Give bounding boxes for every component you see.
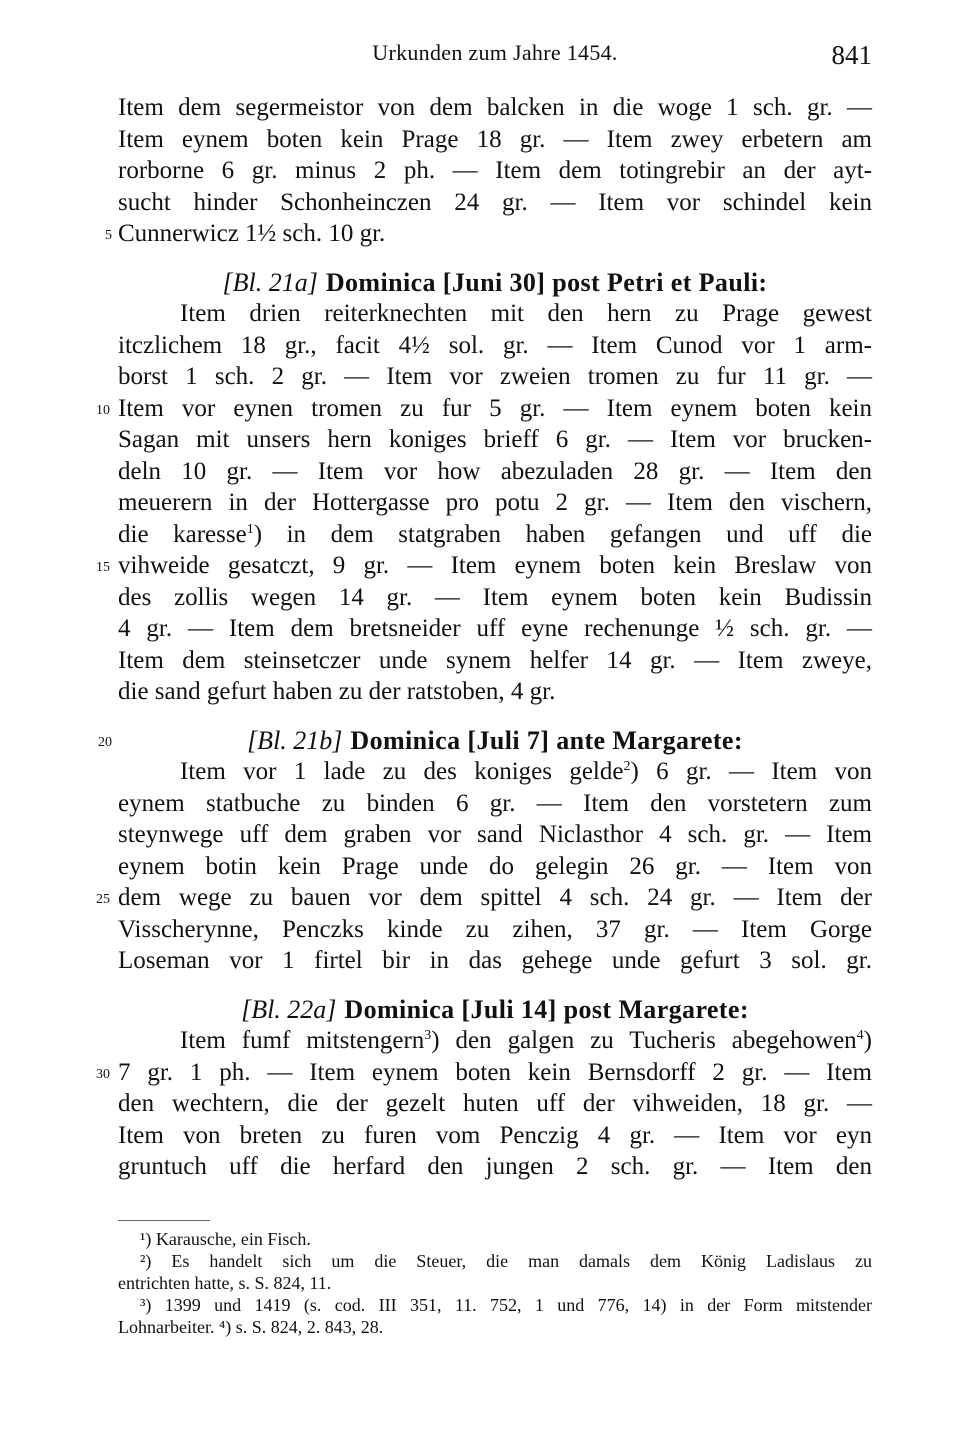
line-text: borst 1 sch. 2 gr. — Item vor zweien tromen zu fur 11 gr. — xyxy=(118,363,872,390)
line-text: 7 gr. 1 ph. — Item eynem boten kein Bernsdorff 2 gr. — Item xyxy=(118,1058,872,1086)
document-body xyxy=(96,92,872,1183)
line-text: itczlichem 18 gr., facit 4½ sol. gr. — Item Cunod vor 1 arm- xyxy=(118,331,872,359)
line-text: Item vor 1 lade zu des koniges gelde$^2$) 6 gr. — Item von xyxy=(180,758,872,785)
line-text: Sagan mit unsers hern koniges brieff 6 gr. — Item vor brucken- xyxy=(118,426,872,453)
text-line xyxy=(118,613,872,645)
section-heading xyxy=(98,725,872,757)
text-line xyxy=(105,218,872,250)
line-text: 4 gr. — Item dem bretsneider uff eyne rechenunge ½ sch. gr. — xyxy=(118,615,872,642)
line-text: eynem botin kein Prage unde do gelegin 26 gr. — Item von xyxy=(118,852,872,880)
footnote: ²) Es handelt sich um die Steuer, die man damals dem König Ladislaus zu xyxy=(140,1251,872,1271)
line-text: Cunnerwicz 1½ sch. 10 gr. xyxy=(118,220,386,247)
line-text: rorborne 6 gr. minus 2 ph. — Item dem totingrebir an der ayt- xyxy=(118,157,872,184)
line-text: die sand gefurt haben zu der ratstoben, 4 gr. xyxy=(118,678,556,705)
text-line xyxy=(118,1025,872,1057)
line-text: Item vor eynen tromen zu fur 5 gr. — Item eynem boten kein xyxy=(118,394,872,422)
text-line xyxy=(118,788,872,820)
line-text: eynem statbuche zu binden 6 gr. — Item den vorstetern zum xyxy=(118,789,872,817)
line-text: Item fumf mitstengern$^3$) den galgen zu Tucheris abegehowen$^4$) xyxy=(180,1027,872,1054)
page-number: 841 xyxy=(831,40,872,70)
folio-reference: [Bl. 22a] xyxy=(241,994,337,1024)
text-line xyxy=(118,155,872,187)
line-number: 30 xyxy=(96,1066,110,1082)
text-line xyxy=(118,756,872,788)
line-number: 15 xyxy=(96,560,110,575)
footnotes xyxy=(118,1228,872,1338)
text-line xyxy=(118,676,872,708)
line-text: Visscherynne, Penczks kinde zu zihen, 37 gr. — Item Gorge xyxy=(118,915,872,943)
line-text: deln 10 gr. — Item vor how abezuladen 28 gr. — Item den xyxy=(118,457,872,485)
section-heading xyxy=(118,267,872,299)
line-text: dem wege zu bauen vor dem spittel 4 sch. 24 gr. — Item der xyxy=(118,884,872,911)
text-line xyxy=(118,487,872,519)
running-head: Urkunden zum Jahre 1454. xyxy=(372,40,618,65)
text-line xyxy=(118,1088,872,1120)
text-line xyxy=(118,1120,872,1152)
text-line xyxy=(118,851,872,883)
text-line xyxy=(118,92,872,124)
text-line xyxy=(118,298,872,330)
text-line xyxy=(118,124,872,156)
section-title: Dominica [Juli 7] ante Margarete: xyxy=(350,725,743,755)
text-line xyxy=(118,456,872,488)
text-line xyxy=(118,519,872,551)
line-text: des zollis wegen 14 gr. — Item eynem boten kein Budissin xyxy=(118,583,872,611)
text-line xyxy=(118,945,872,977)
text-line xyxy=(118,361,872,393)
line-text: gruntuch uff die herfard den jungen 2 sch. gr. — Item den xyxy=(118,1153,872,1180)
line-text: Item dem segermeistor von dem balcken in die woge 1 sch. gr. — xyxy=(118,94,872,121)
line-text: Item eynem boten kein Prage 18 gr. — Item zwey erbetern am xyxy=(118,125,872,153)
line-text: Item dem steinsetczer unde synem helfer 14 gr. — Item zweye, xyxy=(118,646,872,674)
line-text: die karesse$^1$) in dem statgraben haben gefangen und uff die xyxy=(118,520,872,548)
section-heading xyxy=(118,994,872,1026)
line-number: 5 xyxy=(105,228,112,243)
text-line xyxy=(118,424,872,456)
line-number: 10 xyxy=(96,402,110,418)
line-text: Item von breten zu furen vom Penczig 4 gr. — Item vor eyn xyxy=(118,1121,872,1149)
line-number: 25 xyxy=(96,892,110,907)
folio-reference: [Bl. 21a] xyxy=(222,267,318,297)
line-text: Item drien reiterknechten mit den hern zu Prage gewest xyxy=(180,300,872,327)
line-text: Loseman vor 1 firtel bir in das gehege unde gefurt 3 sol. gr. xyxy=(118,947,872,974)
footnote-rule xyxy=(118,1220,210,1221)
line-number: 20 xyxy=(98,734,112,750)
footnote: ¹) Karausche, ein Fisch. xyxy=(140,1229,311,1249)
text-line xyxy=(118,645,872,677)
section-title: Dominica [Juni 30] post Petri et Pauli: xyxy=(325,267,768,297)
footnote: entrichten hatte, s. S. 824, 11. xyxy=(118,1273,332,1293)
footnote: Lohnarbeiter. ⁴) s. S. 824, 2. 843, 28. xyxy=(118,1317,384,1337)
text-line xyxy=(118,330,872,362)
line-text: meuerern in der Hottergasse pro potu 2 gr. — Item den vischern, xyxy=(118,489,872,516)
line-text: sucht hinder Schonheinczen 24 gr. — Item vor schindel kein xyxy=(118,188,872,216)
text-line xyxy=(96,882,872,914)
section-title: Dominica [Juli 14] post Margarete: xyxy=(344,994,749,1024)
text-line xyxy=(118,1151,872,1183)
line-text: vihweide gesatczt, 9 gr. — Item eynem boten kein Breslaw von xyxy=(118,552,872,579)
text-line xyxy=(118,187,872,219)
text-line xyxy=(118,819,872,851)
text-line xyxy=(96,393,872,425)
page-header xyxy=(118,40,872,80)
line-text: steynwege uff dem graben vor sand Niclasthor 4 sch. gr. — Item xyxy=(118,821,872,848)
text-line xyxy=(118,582,872,614)
line-text: den wechtern, die der gezelt huten uff der vihweiden, 18 gr. — xyxy=(118,1090,872,1117)
text-line xyxy=(118,914,872,946)
folio-reference: [Bl. 21b] xyxy=(247,725,343,755)
text-line xyxy=(96,1057,872,1089)
footnote: ³) 1399 und 1419 (s. cod. III 351, 11. 752, 1 und 776, 14) in der Form mitstender xyxy=(140,1295,872,1315)
text-line xyxy=(96,550,872,582)
